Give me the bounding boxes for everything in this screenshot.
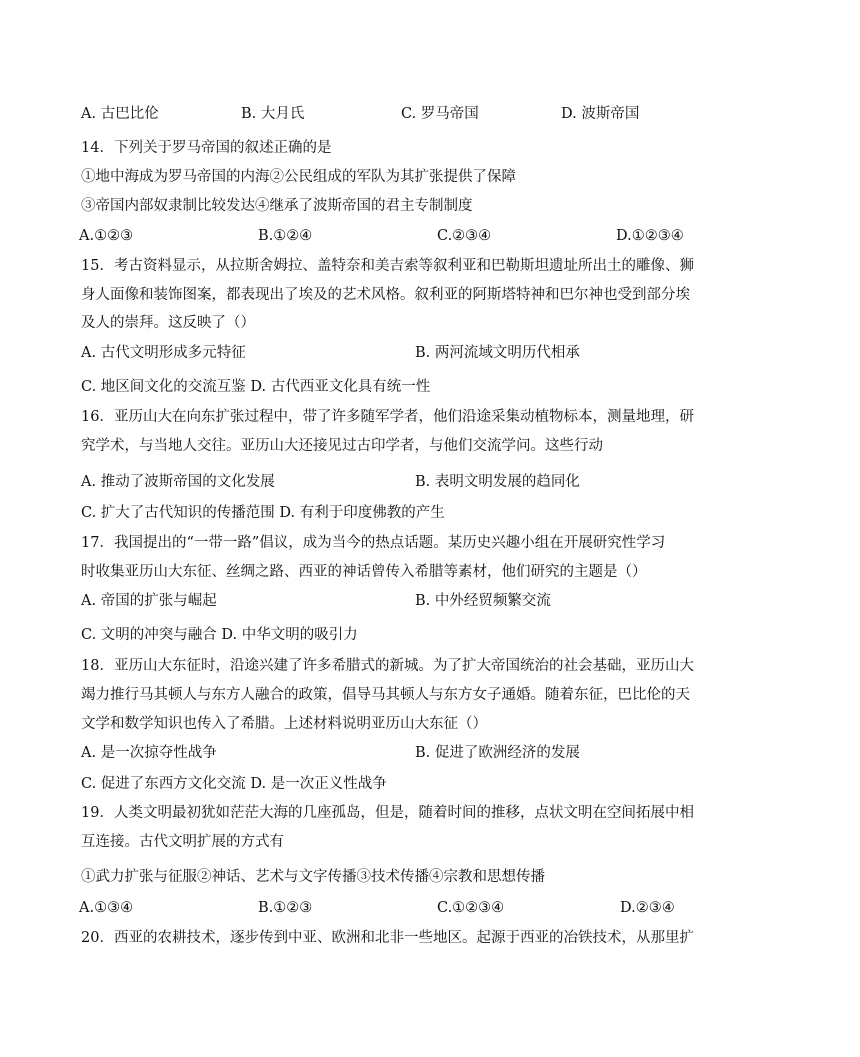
option-b[interactable]: B. 中外经贸频繁交流 xyxy=(415,593,551,609)
option-b[interactable]: B. 表明文明发展的趋同化 xyxy=(415,474,580,490)
question-16-stem: 16．亚历山大在向东扩张过程中，带了许多随军学者，他们沿途采集动植物标本，测量地理，研 xyxy=(81,409,694,425)
statement-line: ①武力扩张与征服②神话、艺术与文字传播③技术传播④宗教和思想传播 xyxy=(81,869,545,885)
question-18-stem: 18．亚历山大东征时，沿途兴建了许多希腊式的新城。为了扩大帝国统治的社会基础，亚历山大 xyxy=(81,658,694,674)
option-c[interactable]: C. 罗马帝国 xyxy=(401,106,479,122)
statement-line: ①地中海成为罗马帝国的内海②公民组成的军队为其扩张提供了保障 xyxy=(81,169,516,185)
option-b[interactable]: B. 促进了欧洲经济的发展 xyxy=(415,745,580,761)
option-c-d[interactable]: C. 文明的冲突与融合 D. 中华文明的吸引力 xyxy=(81,627,358,643)
question-18-stem: 竭力推行马其顿人与东方人融合的政策，倡导马其顿人与东方女子通婚。随着东征，巴比伦的天 xyxy=(81,687,690,703)
option-d[interactable]: D.②③④ xyxy=(620,900,675,916)
question-18-stem: 文学和数学知识也传入了希腊。上述材料说明亚历山大东征（） xyxy=(81,716,487,732)
option-a[interactable]: A. 古巴比伦 xyxy=(81,106,159,122)
question-17-stem: 时收集亚历山大东征、丝绸之路、西亚的神话曾传入希腊等素材，他们研究的主题是（） xyxy=(81,564,647,580)
option-a[interactable]: A. 帝国的扩张与崛起 xyxy=(81,593,217,609)
question-20-stem: 20．西亚的农耕技术，逐步传到中亚、欧洲和北非一些地区。起源于西亚的冶铁技术，从那里扩 xyxy=(81,930,694,946)
question-19-stem: 互连接。古代文明扩展的方式有 xyxy=(81,834,284,850)
question-15-stem: 15．考古资料显示，从拉斯舍姆拉、盖特奈和美吉索等叙利亚和巴勒斯坦遗址所出土的雕像、狮 xyxy=(81,258,694,274)
option-a[interactable]: A. 是一次掠夺性战争 xyxy=(81,745,217,761)
option-a[interactable]: A. 推动了波斯帝国的文化发展 xyxy=(81,474,275,490)
question-14-stem: 14．下列关于罗马帝国的叙述正确的是 xyxy=(81,140,332,156)
option-d[interactable]: D. 波斯帝国 xyxy=(561,106,640,122)
option-b[interactable]: B. 两河流域文明历代相承 xyxy=(415,345,580,361)
option-a[interactable]: A.①③④ xyxy=(79,900,134,916)
question-16-stem: 究学术，与当地人交往。亚历山大还接见过古印学者，与他们交流学问。这些行动 xyxy=(81,438,603,454)
option-b[interactable]: B. 大月氏 xyxy=(241,106,305,122)
option-a[interactable]: A.①②③ xyxy=(79,228,134,244)
option-b[interactable]: B.①②④ xyxy=(258,228,313,244)
option-c[interactable]: C.①②③④ xyxy=(437,900,505,916)
option-c-d[interactable]: C. 地区间文化的交流互鉴 D. 古代西亚文化具有统一性 xyxy=(81,379,431,395)
statement-line: ③帝国内部奴隶制比较发达④继承了波斯帝国的君主专制制度 xyxy=(81,198,473,214)
question-15-stem: 及人的崇拜。这反映了（） xyxy=(81,315,255,331)
option-d[interactable]: D.①②③④ xyxy=(616,228,684,244)
option-a[interactable]: A. 古代文明形成多元特征 xyxy=(81,345,246,361)
question-15-stem: 身人面像和装饰图案，都表现出了埃及的艺术风格。叙利亚的阿斯塔特神和巴尔神也受到部分埃 xyxy=(81,287,690,303)
question-19-stem: 19．人类文明最初犹如茫茫大海的几座孤岛，但是，随着时间的推移，点状文明在空间拓展中相 xyxy=(81,805,694,821)
option-c-d[interactable]: C. 扩大了古代知识的传播范围 D. 有利于印度佛教的产生 xyxy=(81,505,445,521)
question-17-stem: 17．我国提出的“一带一路”倡议，成为当今的热点话题。某历史兴趣小组在开展研究性学习 xyxy=(81,535,666,551)
option-c[interactable]: C.②③④ xyxy=(437,228,492,244)
option-b[interactable]: B.①②③ xyxy=(258,900,313,916)
option-c-d[interactable]: C. 促进了东西方文化交流 D. 是一次正义性战争 xyxy=(81,776,387,792)
